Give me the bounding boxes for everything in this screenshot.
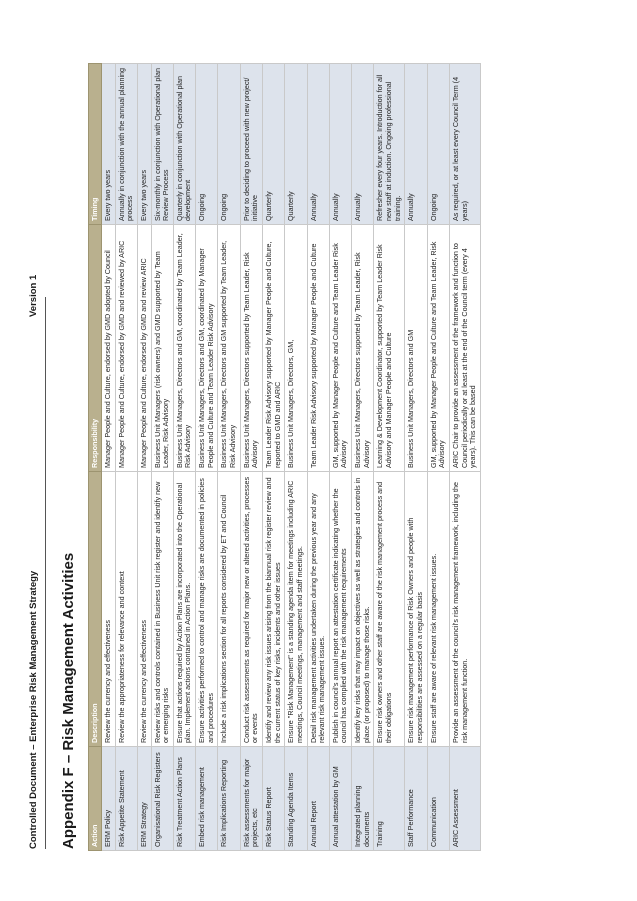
table-row (137, 64, 151, 851)
cell-action: Integrated planning documents (352, 747, 374, 851)
cell-responsibility: Business Unit Managers, Directors and GM, coordinated by Manager People and Culture and Team Leader Risk Advisory (196, 225, 218, 472)
cell-description: Include a risk implications section for all reports considered by ET and Council (218, 472, 240, 747)
table-row (285, 64, 307, 851)
column-header-responsibility: Responsibility (89, 225, 102, 472)
cell-timing: Ongoing (218, 64, 240, 225)
cell-action: Staff Performance (405, 747, 427, 851)
table-row (173, 64, 195, 851)
cell-timing: Annually (405, 64, 427, 225)
cell-description: Review the currency and effectiveness (137, 472, 151, 747)
cell-description: Ensure risk owners and other staff are aware of the risk management process and their obligations (374, 472, 405, 747)
cell-responsibility: Manager People and Culture, endorsed by GMD and reviewed by ARIC (115, 225, 137, 472)
cell-timing: Annually (307, 64, 329, 225)
cell-responsibility: Business Unit Managers, Directors and GM supported by Team Leader, Risk Advisory (218, 225, 240, 472)
cell-responsibility: GM, supported by Manager People and Culture and Team Leader Risk Advisory (329, 225, 351, 472)
table-row (405, 64, 427, 851)
document-title: Controlled Document – Enterprise Risk Management Strategy (28, 570, 39, 849)
cell-description: Publish in council's annual report an attestation certificate indicating whether the council has complied with the risk management requirements (329, 472, 351, 747)
table-row (427, 64, 449, 851)
cell-action: Risk assessments for major projects, etc (240, 747, 262, 851)
version-label: Version 1 (28, 274, 39, 317)
cell-action: ARIC Assessment (449, 747, 480, 851)
cell-action: Annual attestation by GM (329, 747, 351, 851)
column-header-timing: Timing (89, 64, 102, 225)
cell-responsibility: GM, supported by Manager People and Culture and Team Leader, Risk Advisory (427, 225, 449, 472)
cell-action: Standing Agenda Items (285, 747, 307, 851)
page-title: Appendix F – Risk Management Activities (60, 552, 77, 849)
cell-timing: Annually in conjunction with the annual planning process (115, 64, 137, 225)
cell-description: Ensure risk management performance of Risk Owners and people with responsibilities are assessed on a regular basis (405, 472, 427, 747)
table-row (102, 64, 116, 851)
cell-description: Review the currency and effectiveness (102, 472, 116, 747)
cell-description: Ensure "Risk Management" is a standing agenda item for meetings including ARIC meetings, Council meetings, management and staff meetings. (285, 472, 307, 747)
table-row (307, 64, 329, 851)
cell-action: ERM Strategy (137, 747, 151, 851)
cell-description: Ensure that actions required by Action Plans are incorporated into the Operational plan. Implement actions contained in Action Plans. (173, 472, 195, 747)
cell-timing: Prior to deciding to proceed with new project/ initiative (240, 64, 262, 225)
cell-action: Risk Implications Reporting (218, 747, 240, 851)
risk-activities-table (88, 63, 481, 851)
cell-description: Conduct risk assessments as required for major new or altered activities, processes or events (240, 472, 262, 747)
cell-responsibility: Team Leader Risk Advisory supported by Manager People and Culture (307, 225, 329, 472)
cell-action: Embed risk management (196, 747, 218, 851)
cell-timing: Refresher every four years. Introduction for all new staff at induction. Ongoing professional training. (374, 64, 405, 225)
cell-responsibility: Business Unit Managers, Directors and GM, coordinated by Team Leader, Risk Advisory (173, 225, 195, 472)
cell-action: Organisational Risk Registers (151, 747, 173, 851)
cell-action: ERM Policy (102, 747, 116, 851)
cell-description: Review risks and controls contained in Business Unit risk register and identify new or emerging risks (151, 472, 173, 747)
table-row (151, 64, 173, 851)
cell-action: Risk Status Report (262, 747, 284, 851)
cell-timing: Every two years (137, 64, 151, 225)
cell-action: Risk Treatment Action Plans (173, 747, 195, 851)
cell-responsibility: Team Leader Risk Advisory supported by Manager People and Culture, reported to GMD and ARIC (262, 225, 284, 472)
cell-responsibility: Business Unit Managers (risk owners) and GMD supported by Team Leader, Risk Advisory (151, 225, 173, 472)
cell-timing: Quarterly in conjunction with Operational plan development (173, 64, 195, 225)
cell-responsibility: Business Unit Managers, Directors supported by Team Leader, Risk Advisory (240, 225, 262, 472)
cell-responsibility: Learning & Development Coordinator, supported by Team Leader Risk Advisory and Manager People and Culture (374, 225, 405, 472)
cell-responsibility: Business Unit Managers, Directors, GM, (285, 225, 307, 472)
column-header-description: Description (89, 472, 102, 747)
cell-action: Annual Report (307, 747, 329, 851)
cell-timing: Quarterly (285, 64, 307, 225)
cell-timing: Ongoing (427, 64, 449, 225)
cell-description: Detail risk management activities undertaken during the previous year and any relevant risk management issues. (307, 472, 329, 747)
cell-action: Risk Appetite Statement (115, 747, 137, 851)
cell-description: Ensure activities performed to control and manage risks are documented in policies and procedures (196, 472, 218, 747)
column-header-action: Action (89, 747, 102, 851)
cell-timing: Six-monthly in conjunction with Operational plan Review Process (151, 64, 173, 225)
table-row (196, 64, 218, 851)
cell-responsibility: Manager People and Culture, endorsed by GMD adopted by Council (102, 225, 116, 472)
table-row (115, 64, 137, 851)
cell-description: Identify key risks that may impact on objectives as well as strategies and controls in place (or proposed) to manage those risks. (352, 472, 374, 747)
table-row (374, 64, 405, 851)
cell-responsibility: Business Unit Managers, Directors and GM (405, 225, 427, 472)
cell-responsibility: ARIC Chair to provide an assessment of the framework and function to Council periodically or at least at the end of the Council term (every 4 years). This can be based (449, 225, 480, 472)
table-row (449, 64, 480, 851)
cell-description: Review the appropriateness for relevance and context (115, 472, 137, 747)
cell-timing: Annually (329, 64, 351, 225)
cell-action: Training (374, 747, 405, 851)
cell-responsibility: Manager People and Culture, endorsed by GMD and review ARIC (137, 225, 151, 472)
cell-timing: Ongoing (196, 64, 218, 225)
table-row (218, 64, 240, 851)
table-row (262, 64, 284, 851)
cell-responsibility: Business Unit Managers, Directors supported by Team Leader, Risk Advisory (352, 225, 374, 472)
cell-timing: Quarterly (262, 64, 284, 225)
cell-timing: Annually (352, 64, 374, 225)
table-row (352, 64, 374, 851)
cell-timing: Every two years (102, 64, 116, 225)
table-row (240, 64, 262, 851)
header-divider (45, 297, 46, 849)
table-row (329, 64, 351, 851)
cell-description: Ensure staff are aware of relevant risk management issues. (427, 472, 449, 747)
table-header-row (89, 64, 102, 851)
cell-description: Provide an assessment of the council's risk management framework, including the risk management function. (449, 472, 480, 747)
cell-timing: As required, or at least every Council Term (4 years) (449, 64, 480, 225)
cell-description: Identify and review any risk issues arising from the biannual risk register review and the current status of key risks, incidents and other issues (262, 472, 284, 747)
cell-action: Communication (427, 747, 449, 851)
